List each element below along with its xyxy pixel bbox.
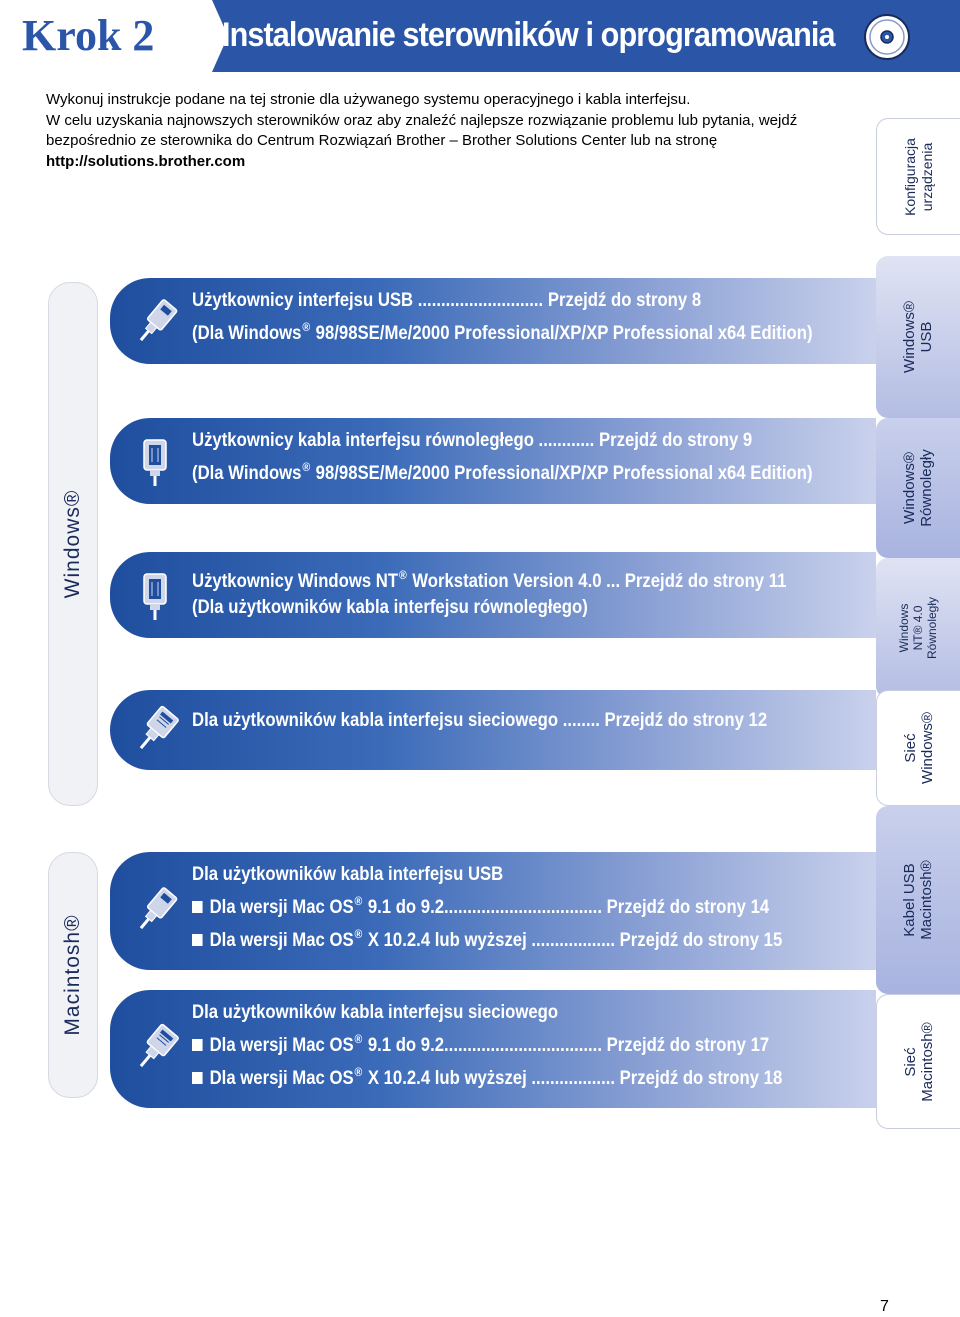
tab-siec-macintosh-label: Sieć Macintosh®: [901, 1021, 936, 1102]
tab-kabel-usb-macintosh-label: Kabel USB Macintosh®: [901, 860, 935, 940]
banner-mac-usb[interactable]: [110, 852, 876, 970]
solutions-url[interactable]: http://solutions.brother.com: [46, 152, 246, 170]
bullet-square: [192, 901, 203, 913]
tab-konfiguracja-label: Konfiguracja urządzenia: [901, 137, 935, 216]
step-box: [0, 0, 212, 72]
tab-siec-windows[interactable]: [876, 690, 960, 806]
tab-windows-usb-label: Windows® USB: [901, 301, 935, 373]
step-label: Krok 2: [22, 11, 155, 60]
tab-siec-macintosh[interactable]: [876, 994, 960, 1129]
category-macintosh: [48, 852, 98, 1098]
banner-windows-nt-text: Użytkownicy Windows NT® Workstation Version 4.0 ... Przejdź do strony 11 (Dla użytkowników kabla interfejsu równoległego): [192, 568, 787, 618]
tab-windows-nt-label: Windows NT® 4.0 Równoległy: [897, 596, 939, 660]
tab-konfiguracja[interactable]: [876, 118, 960, 235]
intro-line-1: Wykonuj instrukcje podane na tej stronie dla używanego systemu operacyjnego i kabla interfejsu.: [46, 91, 691, 108]
banner-windows-nt[interactable]: [110, 552, 876, 638]
category-windows-label: Windows®: [61, 489, 84, 599]
parallel-cable-icon: [130, 436, 184, 486]
bullet-square: [192, 1072, 203, 1084]
banner-network-windows-text: Dla użytkowników kabla interfejsu sieciowego ........ Przejdź do strony 12: [192, 710, 768, 731]
page-title: Instalowanie sterowników i oprogramowania: [222, 16, 835, 54]
banner-usb-text: Użytkownicy interfejsu USB ........................... Przejdź do strony 8 (Dla Windows® 98/98SE/Me/2000 Professional/XP/XP Professional x64 Edition): [192, 290, 813, 344]
tab-windows-rownolegly[interactable]: [876, 418, 960, 558]
usb-cable-icon: [130, 884, 184, 934]
intro-line-2: W celu uzyskania najnowszych sterowników oraz aby znaleźć najlepsze rozwiązanie problemu lub pytania, wejdź bezpośrednio ze sterownika do Centrum Rozwiązań Brother – Brother Solutions Center lub na stronę: [46, 111, 798, 149]
tab-kabel-usb-macintosh[interactable]: [876, 806, 960, 994]
page-number: 7: [880, 1298, 889, 1315]
category-macintosh-label: Macintosh®: [61, 914, 84, 1036]
banner-network-windows[interactable]: [110, 690, 876, 770]
banner-mac-usb-text: Dla użytkowników kabla interfejsu USB Dla wersji Mac OS® 9.1 do 9.2.................................. Przejdź do strony 14 Dla wersji Mac OS® X 10.2.4 lub wyższej .................. Przejdź do strony 15: [192, 864, 783, 951]
tab-windows-usb[interactable]: [876, 256, 960, 418]
banner-mac-network-text: Dla użytkowników kabla interfejsu sieciowego Dla wersji Mac OS® 9.1 do 9.2.................................. Przejdź do strony 17 Dla wersji Mac OS® X 10.2.4 lub wyższej .................. Przejdź do strony 18: [192, 1002, 783, 1089]
network-cable-icon: [130, 704, 184, 754]
page-header: [0, 0, 960, 72]
tab-siec-windows-label: Sieć Windows®: [901, 712, 936, 784]
network-cable-icon: [130, 1022, 184, 1072]
category-windows: [48, 282, 98, 806]
tab-windows-rownolegly-label: Windows® Równoległy: [901, 449, 935, 527]
bullet-square: [192, 1039, 203, 1051]
tab-windows-nt[interactable]: [876, 558, 960, 698]
cd-icon: [862, 12, 912, 62]
usb-cable-icon: [130, 296, 184, 346]
banner-parallel[interactable]: [110, 418, 876, 504]
banner-mac-network[interactable]: [110, 990, 876, 1108]
intro-text: [46, 90, 836, 172]
banner-usb[interactable]: [110, 278, 876, 364]
banner-parallel-text: Użytkownicy kabla interfejsu równoległego ............ Przejdź do strony 9 (Dla Windows® 98/98SE/Me/2000 Professional/XP/XP Professional x64 Edition): [192, 430, 813, 484]
parallel-cable-icon: [130, 570, 184, 620]
bullet-square: [192, 934, 203, 946]
